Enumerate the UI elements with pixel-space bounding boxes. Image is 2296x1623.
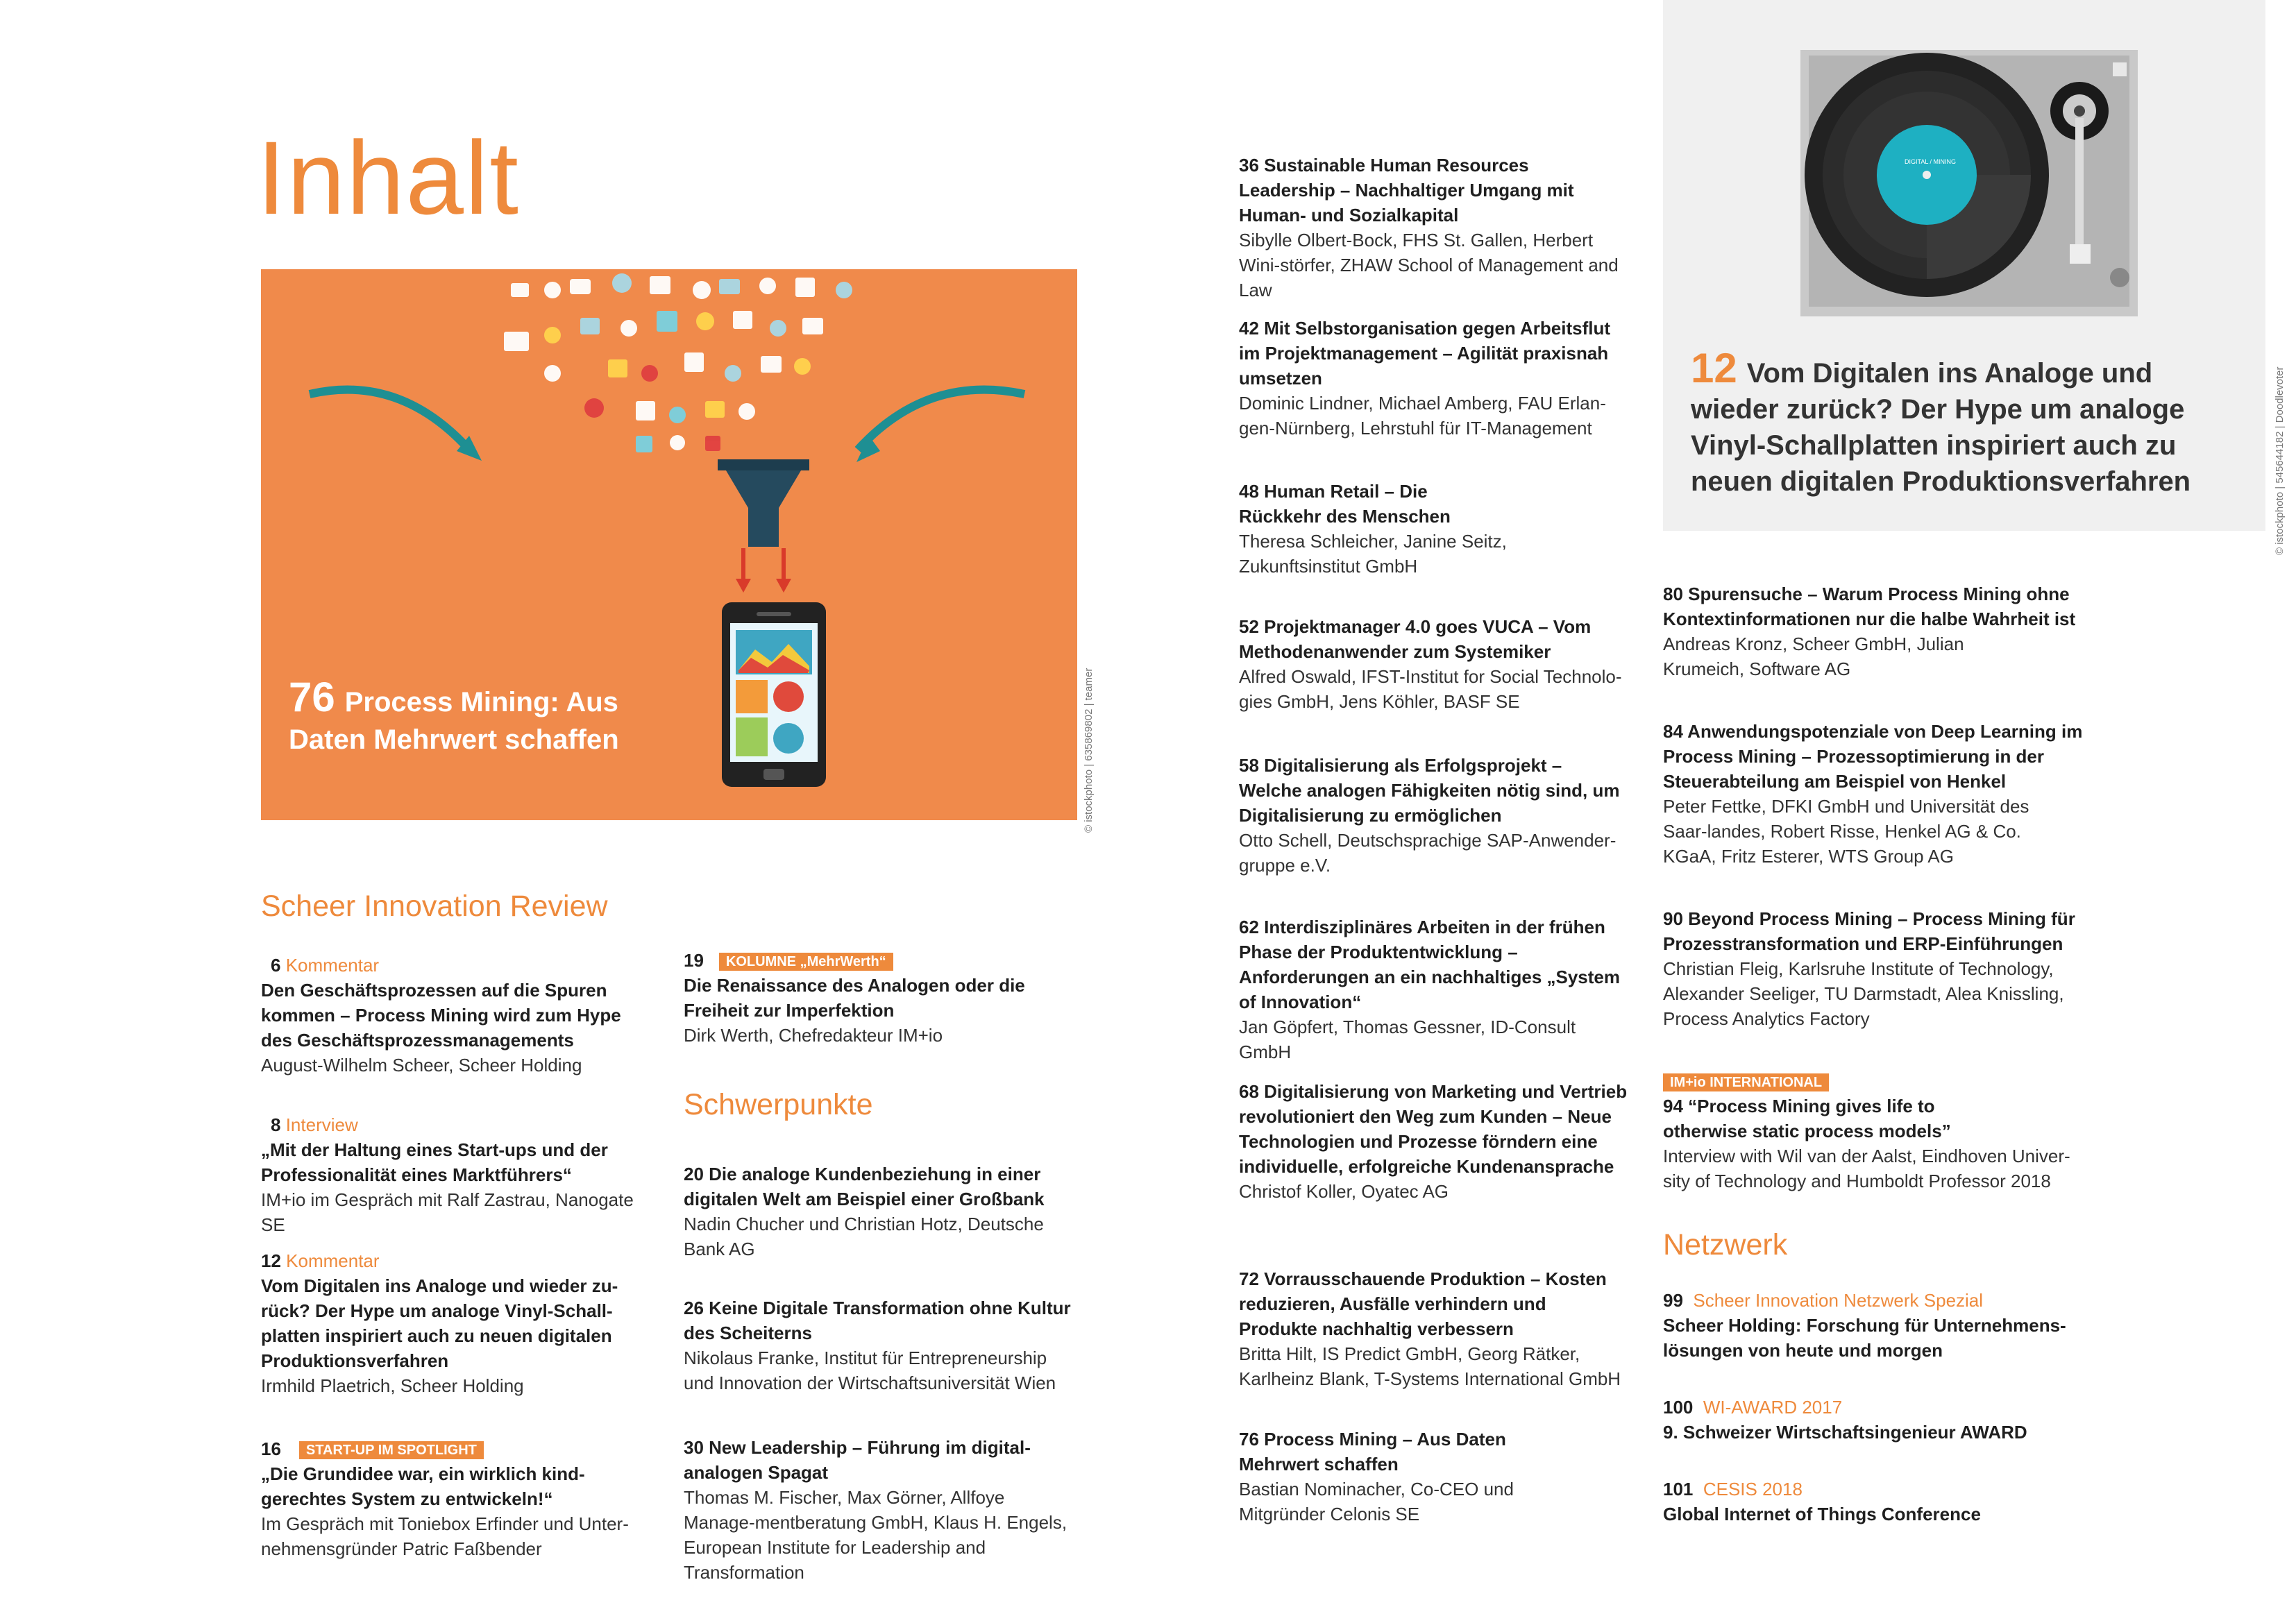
toc-entry[interactable]: 36 Sustainable Human Resources Leadership – Nachhaltiger Umgang mit Human- und Sozialkapital Sibylle Olbert-Bock, FHS St. Gallen, Herbert Wini-störfer, ZHAW School of Management and Law [1239,155,1619,300]
toc-entry[interactable]: 19 KOLUMNE „MehrWerth“ Die Renaissance des Analogen oder die Freiheit zur Imperfektion Dirk Werth, Chefredakteur IM+io [684,950,1025,1046]
toc-entry[interactable]: 90 Beyond Process Mining – Process Mining für Prozesstransformation und ERP-Einführungen Christian Fleig, Karlsruhe Institute of Technology, Alexander Seeliger, TU Darmstadt, Alea Knissling, Process Analytics Factory [1663,908,2075,1029]
hero-page-number: 76 [289,674,335,720]
toc-entry[interactable]: 48 Human Retail – Die Rückkehr des Menschen Theresa Schleicher, Janine Seitz, Zukunftsinstitut GmbH [1239,481,1507,577]
toc-entry[interactable]: 16 START-UP IM SPOTLIGHT „Die Grundidee war, ein wirklich kind-gerechtes System zu entwickeln!“ Im Gespräch mit Toniebox Erfinder und Unter-nehmensgründer Patric Faßbender [261,1438,629,1559]
international-tag: IM+io INTERNATIONAL [1663,1073,1829,1091]
page-title: Inhalt [257,119,520,236]
toc-entry[interactable]: 84 Anwendungspotenziale von Deep Learning im Process Mining – Prozessoptimierung in der Steuerabteilung am Beispiel von Henkel Peter Fettke, DFKI GmbH und Universität des Saar-landes, Robert Risse, Henkel AG & Co. KGaA, Fritz Esterer, WTS Group AG [1663,721,2083,867]
feature-caption-text: Vom Digitalen ins Analoge und wieder zurück? Der Hype um analoge Vinyl-Schallplatten inspiriert auch zu neuen digitalen Produktionsverfahren [1691,358,2191,497]
start-up-tag: START-UP IM SPOTLIGHT [299,1441,484,1459]
toc-entry[interactable]: 76 Process Mining – Aus Daten Mehrwert schaffen Bastian Nominacher, Co-CEO und Mitgründer Celonis SE [1239,1429,1514,1524]
toc-entry[interactable]: 72 Vorrausschauende Produktion – Kosten reduzieren, Ausfälle verhindern und Produkte nachhaltig verbessern Britta Hilt, IS Predict GmbH, Georg Rätker, Karlheinz Blank, T-Systems International GmbH [1239,1268,1621,1389]
toc-entry[interactable]: 26 Keine Digitale Transformation ohne Kultur des Scheiterns Nikolaus Franke, Institut für Entrepreneurship und Innovation der Wirtschaftsuniversität Wien [684,1298,1071,1393]
toc-entry[interactable]: IM+io INTERNATIONAL 94 “Process Mining gives life to otherwise static process models” Interview with Wil van der Aalst, Eindhoven Univer-sity of Technology and Humboldt Professor 2018 [1663,1075,2070,1191]
record-label-text: DIGITAL / MINING [1905,158,1957,165]
section-schwerpunkte-heading: Schwerpunkte [684,1088,873,1121]
toc-entry[interactable]: 12 Kommentar Vom Digitalen ins Analoge und wieder zu-rück? Der Hype um analoge Vinyl-Schall-platten inspiriert auch zu neuen digitalen Produktionsverfahren Irmhild Plaetrich, Scheer Holding [261,1250,618,1396]
section-netzwerk-heading: Netzwerk [1663,1228,1788,1261]
feature-page-number: 12 [1691,345,1737,391]
toc-entry[interactable]: 80 Spurensuche – Warum Process Mining ohne Kontextinformationen nur die halbe Wahrheit ist Andreas Kronz, Scheer GmbH, Julian Krumeich, Software AG [1663,584,2076,679]
feature-caption [1691,345,2246,500]
toc-entry[interactable]: 42 Mit Selbstorganisation gegen Arbeitsflut im Projektmanagement – Agilität praxisnah umsetzen Dominic Lindner, Michael Amberg, FAU Erlan-gen-Nürnberg, Lehrstuhl für IT-Management [1239,318,1610,439]
hero-caption-text: Process Mining: Aus Daten Mehrwert schaffen [289,687,619,755]
toc-entry[interactable]: 58 Digitalisierung als Erfolgsprojekt – Welche analogen Fähigkeiten nötig sind, um Digitalisierung zu ermöglichen Otto Schell, Deutschsprachige SAP-Anwender-gruppe e.V. [1239,755,1620,876]
feature-photo-credit: © istockphoto | 545644182 | Doodlevoter [2274,366,2286,555]
feature-box[interactable] [1663,0,2265,531]
toc-entry[interactable]: 101 CESIS 2018 Global Internet of Things Conference [1663,1479,1981,1524]
hero-caption[interactable] [289,674,636,758]
toc-entry[interactable]: 8 Interview „Mit der Haltung eines Start-ups und der Professionalität eines Marktführers“ IM+io im Gespräch mit Ralf Zastrau, Nanogate SE [261,1114,634,1235]
toc-entry[interactable]: 6 Kommentar Den Geschäftsprozessen auf die Spuren kommen – Process Mining wird zum Hype des Geschäftsprozessmanagements August-Wilhelm Scheer, Scheer Holding [261,955,621,1076]
hero-illustration [261,269,1077,820]
section-review-heading: Scheer Innovation Review [261,890,608,923]
toc-entry[interactable]: 68 Digitalisierung von Marketing und Vertrieb revolutioniert den Weg zum Kunden – Neue Technologien und Prozesse förndern eine individuelle, erfolgreiche Kundenansprache Christof Koller, Oyatec AG [1239,1081,1628,1202]
toc-entry[interactable]: 100 WI-AWARD 2017 9. Schweizer Wirtschaftsingenieur AWARD [1663,1397,2027,1443]
toc-entry[interactable]: 52 Projektmanager 4.0 goes VUCA – Vom Methodenanwender zum Systemiker Alfred Oswald, IFST-Institut for Social Technolo-gies GmbH, Jens Köhler, BASF SE [1239,616,1622,712]
toc-entry[interactable]: 99 Scheer Innovation Netzwerk Spezial Scheer Holding: Forschung für Unternehmens-lösungen von heute und morgen [1663,1290,2066,1361]
toc-entry[interactable]: 30 New Leadership – Führung im digital-analogen Spagat Thomas M. Fischer, Max Görner, Allfoye Manage-mentberatung GmbH, Klaus H. Engels, European Institute for Leadership and Transformation [684,1437,1067,1583]
hero-photo-credit: © istockphoto | 635869802 | teamer [1083,668,1095,833]
toc-entry[interactable]: 62 Interdisziplinäres Arbeiten in der frühen Phase der Produktentwicklung – Anforderungen an ein nachhaltiges „System of Innovation“ Jan Göpfert, Thomas Gessner, ID-Consult GmbH [1239,917,1620,1062]
toc-entry[interactable]: 20 Die analoge Kundenbeziehung in einer digitalen Welt am Beispiel einer Großbank Nadin Chucher und Christian Hotz, Deutsche Bank AG [684,1164,1045,1259]
kolumne-tag: KOLUMNE „MehrWerth“ [719,953,893,971]
turntable-illustration [1663,0,2265,326]
